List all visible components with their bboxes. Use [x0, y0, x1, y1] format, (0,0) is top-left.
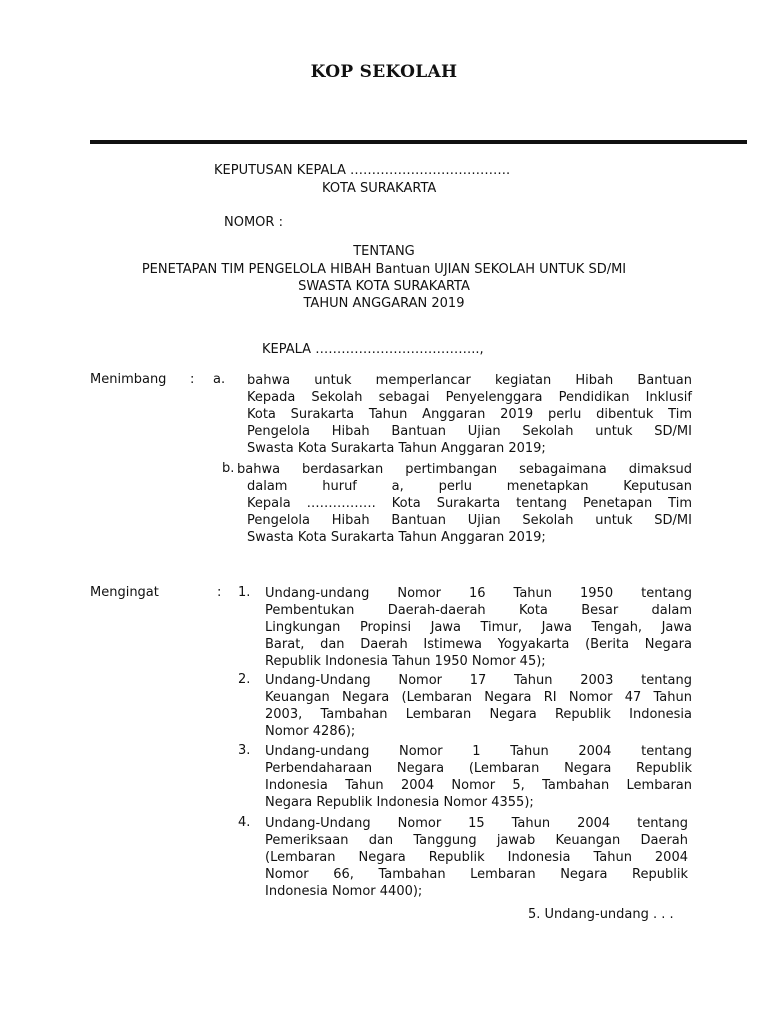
decree-title-line2: KOTA SURAKARTA: [322, 181, 437, 196]
menimbang-marker-a: a.: [213, 372, 226, 387]
menimbang-marker-b: b.: [222, 461, 235, 476]
subject-line3: TAHUN ANGGARAN 2019: [303, 296, 465, 311]
list-item-line: bahwa untuk memperlancar kegiatan Hibah Bantuan: [247, 373, 692, 388]
list-item-line: Pembentukan Daerah-daerah Kota Besar dalam: [265, 603, 692, 618]
list-item-line: Undang-Undang Nomor 17 Tahun 2003 tentang: [265, 673, 692, 688]
list-item-line: Kota Surakarta Tahun Anggaran 2019 perlu dibentuk Tim: [247, 407, 692, 422]
mengingat-item-3: [265, 743, 692, 811]
list-item-line: Perbendaharaan Negara (Lembaran Negara Republik: [265, 761, 692, 776]
list-item-line: Pengelola Hibah Bantuan Ujian Sekolah untuk SD/MI: [247, 424, 692, 439]
mengingat-marker-2: 2.: [238, 672, 251, 687]
list-item-line: Lingkungan Propinsi Jawa Timur, Jawa Tengah, Jawa: [265, 620, 692, 635]
mengingat-marker-3: 3.: [238, 743, 251, 758]
list-item-line: Undang-Undang Nomor 15 Tahun 2004 tentang: [265, 816, 688, 831]
list-item-line: Negara Republik Indonesia Nomor 4355);: [265, 795, 534, 810]
menimbang-colon: :: [190, 372, 195, 387]
list-item-line: Swasta Kota Surakarta Tahun Anggaran 2019;: [247, 530, 546, 545]
list-item-line: Keuangan Negara (Lembaran Negara RI Nomor 47 Tahun: [265, 690, 692, 705]
header-divider: [90, 140, 747, 144]
mengingat-item-2: [265, 672, 692, 740]
menimbang-item-a: [247, 372, 692, 457]
mengingat-label: Mengingat: [90, 585, 159, 600]
menimbang-label: Menimbang: [90, 372, 167, 387]
list-item-line: Nomor 66, Tambahan Lembaran Negara Republik: [265, 867, 688, 882]
list-item-line: Kepala ……………. Kota Surakarta tentang Penetapan Tim: [247, 496, 692, 511]
continuation-note: 5. Undang-undang . . .: [528, 907, 674, 922]
decree-number: NOMOR :: [224, 215, 283, 230]
mengingat-marker-4: 4.: [238, 815, 251, 830]
list-item-line: dalam huruf a, perlu menetapkan Keputusan: [247, 479, 692, 494]
list-item-line: Indonesia Tahun 2004 Nomor 5, Tambahan Lembaran: [265, 778, 692, 793]
page-title: KOP SEKOLAH: [310, 62, 458, 82]
kepala-line: KEPALA ………………………………..,: [262, 342, 484, 357]
list-item-line: 2003, Tambahan Lembaran Negara Republik Indonesia: [265, 707, 692, 722]
list-item-line: Republik Indonesia Tahun 1950 Nomor 45);: [265, 654, 546, 669]
mengingat-item-4: [265, 815, 688, 900]
list-item-line: Nomor 4286);: [265, 724, 356, 739]
list-item-line: (Lembaran Negara Republik Indonesia Tahun 2004: [265, 850, 688, 865]
list-item-line: Pengelola Hibah Bantuan Ujian Sekolah untuk SD/MI: [247, 513, 692, 528]
mengingat-marker-1: 1.: [238, 585, 251, 600]
subject-line2: SWASTA KOTA SURAKARTA: [298, 279, 470, 294]
list-item-line: Undang-undang Nomor 16 Tahun 1950 tentang: [265, 586, 692, 601]
list-item-line: Swasta Kota Surakarta Tahun Anggaran 2019;: [247, 441, 546, 456]
list-item-line: Kepada Sekolah sebagai Penyelenggara Pendidikan Inklusif: [247, 390, 692, 405]
list-item-line: Undang-undang Nomor 1 Tahun 2004 tentang: [265, 744, 692, 759]
list-item-line: Pemeriksaan dan Tanggung jawab Keuangan Daerah: [265, 833, 688, 848]
mengingat-item-1: [265, 585, 692, 670]
decree-title-line1: KEPUTUSAN KEPALA ……………………………….: [214, 163, 511, 178]
menimbang-item-b: [237, 461, 692, 546]
list-item-line: Indonesia Nomor 4400);: [265, 884, 423, 899]
subject-line1: PENETAPAN TIM PENGELOLA HIBAH Bantuan UJIAN SEKOLAH UNTUK SD/MI: [141, 262, 627, 277]
tentang-label: TENTANG: [353, 244, 415, 259]
list-item-line: bahwa berdasarkan pertimbangan sebagaimana dimaksud: [237, 462, 692, 477]
mengingat-colon: :: [217, 585, 222, 600]
list-item-line: Barat, dan Daerah Istimewa Yogyakarta (Berita Negara: [265, 637, 692, 652]
